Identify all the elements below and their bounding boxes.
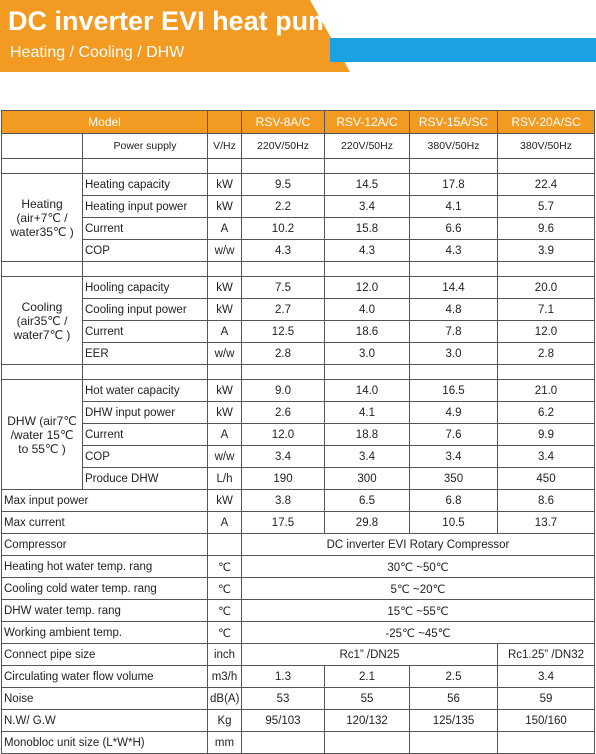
row-value: 13.7 [498, 512, 595, 534]
heating-group-label: Heating (air+7℃ / water35℃ ) [2, 174, 83, 262]
row-value: 4.1 [325, 402, 410, 424]
row-label: Heating capacity [83, 174, 208, 196]
spacer-cell [325, 365, 410, 380]
spacer-cell [410, 365, 498, 380]
row-value: 125/135 [410, 710, 498, 732]
model-name: RSV-12A/C [325, 111, 410, 134]
row-label: Max input power [2, 490, 208, 512]
row-value: 15.8 [325, 218, 410, 240]
row-value: DC inverter EVI Rotary Compressor [242, 534, 595, 556]
table-row [2, 262, 595, 277]
row-value: 16.5 [410, 380, 498, 402]
row-label: Current [83, 321, 208, 343]
row-label: COP [83, 240, 208, 262]
table-row [2, 578, 595, 600]
row-unit: ℃ [208, 622, 242, 644]
table-row [2, 534, 595, 556]
spacer-cell [83, 262, 208, 277]
row-value: 120/132 [325, 710, 410, 732]
row-unit: L/h [208, 468, 242, 490]
model-header: Model [2, 111, 208, 134]
row-label: Compressor [2, 534, 208, 556]
table-row [2, 218, 595, 240]
row-label: Connect pipe size [2, 644, 208, 666]
row-value: 9.0 [242, 380, 325, 402]
spacer-cell [83, 365, 208, 380]
row-value: 2.7 [242, 299, 325, 321]
row-value: -25℃ ~45℃ [242, 622, 595, 644]
table-row [2, 490, 595, 512]
row-value: 12.0 [498, 321, 595, 343]
row-value: 5℃ ~20℃ [242, 578, 595, 600]
row-value: 18.6 [325, 321, 410, 343]
row-label: DHW water temp. rang [2, 600, 208, 622]
row-label: Heating input power [83, 196, 208, 218]
row-label: Hot water capacity [83, 380, 208, 402]
row-value: 2.5 [410, 666, 498, 688]
row-value: 3.8 [242, 490, 325, 512]
table-row [2, 556, 595, 578]
table-row [2, 240, 595, 262]
row-value: 8.6 [498, 490, 595, 512]
cooling-group-label: Cooling (air35℃ / water7℃ ) [2, 277, 83, 365]
row-unit: w/w [208, 446, 242, 468]
row-value: 300 [325, 468, 410, 490]
row-label: Noise [2, 688, 208, 710]
row-unit: ℃ [208, 600, 242, 622]
row-value: 95/103 [242, 710, 325, 732]
row-value: 4.3 [242, 240, 325, 262]
row-value: 7.8 [410, 321, 498, 343]
spacer-cell [208, 365, 242, 380]
row-value: 20.0 [498, 277, 595, 299]
banner-blue-stripe [330, 38, 596, 62]
table-row [2, 600, 595, 622]
row-value: 22.4 [498, 174, 595, 196]
spacer-cell [410, 159, 498, 174]
table-row [2, 134, 595, 159]
row-value: 5.7 [498, 196, 595, 218]
row-value: 4.3 [410, 240, 498, 262]
spacer-cell [2, 159, 83, 174]
table-row [2, 666, 595, 688]
row-unit [208, 534, 242, 556]
row-label: Cooling input power [83, 299, 208, 321]
row-unit: V/Hz [208, 134, 242, 159]
table-row [2, 402, 595, 424]
row-value: 10.2 [242, 218, 325, 240]
row-unit: kW [208, 402, 242, 424]
row-value: 14.4 [410, 277, 498, 299]
row-value: 4.1 [410, 196, 498, 218]
row-value: 14.0 [325, 380, 410, 402]
row-value: 6.6 [410, 218, 498, 240]
table-row [2, 174, 595, 196]
table-row [2, 424, 595, 446]
row-unit: mm [208, 732, 242, 754]
row-label: N.W/ G.W [2, 710, 208, 732]
row-label: Hooling capacity [83, 277, 208, 299]
row-label: DHW input power [83, 402, 208, 424]
table-row [2, 196, 595, 218]
spacer-cell [325, 262, 410, 277]
row-value: 6.8 [410, 490, 498, 512]
table-row [2, 277, 595, 299]
row-value: 9.5 [242, 174, 325, 196]
row-label: Max current [2, 512, 208, 534]
table-row [2, 644, 595, 666]
row-value: 55 [325, 688, 410, 710]
row-value: 2.8 [242, 343, 325, 365]
table-row [2, 512, 595, 534]
page-subtitle: Heating / Cooling / DHW [10, 44, 185, 61]
row-label: Power supply [83, 134, 208, 159]
row-value [325, 732, 410, 754]
row-value: 3.9 [498, 240, 595, 262]
row-value: 3.4 [325, 196, 410, 218]
row-value: 21.0 [498, 380, 595, 402]
spacer-cell [208, 262, 242, 277]
row-value: 3.4 [410, 446, 498, 468]
row-value: Rc1” /DN25 [242, 644, 498, 666]
row-value: 14.5 [325, 174, 410, 196]
page-title: DC inverter EVI heat pump [8, 6, 349, 36]
spacer-cell [2, 365, 83, 380]
row-value: 1.3 [242, 666, 325, 688]
table-row [2, 688, 595, 710]
row-value: 59 [498, 688, 595, 710]
blank-cell [2, 134, 83, 159]
row-value: 4.3 [325, 240, 410, 262]
row-value: 3.0 [410, 343, 498, 365]
model-name: RSV-8A/C [242, 111, 325, 134]
row-value: 150/160 [498, 710, 595, 732]
row-label: EER [83, 343, 208, 365]
row-label: Cooling cold water temp. rang [2, 578, 208, 600]
table-row [2, 321, 595, 343]
row-value: 7.6 [410, 424, 498, 446]
row-unit: kW [208, 490, 242, 512]
table-row [2, 365, 595, 380]
row-value: Rc1.25” /DN32 [498, 644, 595, 666]
table-row [2, 159, 595, 174]
row-value: 15℃ ~55℃ [242, 600, 595, 622]
table-row [2, 380, 595, 402]
row-value: 12.5 [242, 321, 325, 343]
row-unit: w/w [208, 343, 242, 365]
row-value: 2.6 [242, 402, 325, 424]
table-row [2, 622, 595, 644]
row-unit: A [208, 424, 242, 446]
row-value: 3.4 [242, 446, 325, 468]
row-value: 2.8 [498, 343, 595, 365]
row-value: 220V/50Hz [242, 134, 325, 159]
table-row [2, 468, 595, 490]
row-value: 29.8 [325, 512, 410, 534]
row-unit: w/w [208, 240, 242, 262]
spacer-cell [498, 159, 595, 174]
row-value: 3.4 [325, 446, 410, 468]
spacer-cell [410, 262, 498, 277]
row-unit: kW [208, 174, 242, 196]
row-value [498, 732, 595, 754]
row-value: 190 [242, 468, 325, 490]
row-value: 380V/50Hz [498, 134, 595, 159]
row-value: 9.6 [498, 218, 595, 240]
row-unit: A [208, 321, 242, 343]
row-value: 350 [410, 468, 498, 490]
row-unit: m3/h [208, 666, 242, 688]
table-row [2, 446, 595, 468]
row-value: 6.5 [325, 490, 410, 512]
row-label: Circulating water flow volume [2, 666, 208, 688]
spacer-cell [242, 365, 325, 380]
row-value: 380V/50Hz [410, 134, 498, 159]
row-label: Current [83, 424, 208, 446]
row-value: 12.0 [242, 424, 325, 446]
spacer-cell [242, 262, 325, 277]
row-value: 30℃ ~50℃ [242, 556, 595, 578]
table-row [2, 710, 595, 732]
spec-table [1, 110, 595, 754]
row-value: 4.8 [410, 299, 498, 321]
table-row [2, 111, 595, 134]
table-row [2, 343, 595, 365]
row-value: 12.0 [325, 277, 410, 299]
row-value: 7.1 [498, 299, 595, 321]
spacer-cell [325, 159, 410, 174]
spacer-cell [498, 365, 595, 380]
row-unit: A [208, 218, 242, 240]
row-value: 9.9 [498, 424, 595, 446]
row-unit: kW [208, 299, 242, 321]
dhw-group-label: DHW (air7℃ /water 15℃ to 55℃ ) [2, 380, 83, 490]
table-row [2, 299, 595, 321]
row-value: 6.2 [498, 402, 595, 424]
row-unit: ℃ [208, 556, 242, 578]
row-unit: A [208, 512, 242, 534]
row-unit: kW [208, 277, 242, 299]
row-value: 4.9 [410, 402, 498, 424]
row-label: COP [83, 446, 208, 468]
row-value: 2.2 [242, 196, 325, 218]
row-label: Heating hot water temp. rang [2, 556, 208, 578]
row-value: 53 [242, 688, 325, 710]
row-value: 7.5 [242, 277, 325, 299]
row-value [410, 732, 498, 754]
header-banner [0, 0, 596, 72]
spec-table-body [2, 111, 595, 754]
row-label: Current [83, 218, 208, 240]
row-value: 3.0 [325, 343, 410, 365]
row-label: Working ambient temp. [2, 622, 208, 644]
row-value: 3.4 [498, 666, 595, 688]
row-value: 220V/50Hz [325, 134, 410, 159]
row-value: 4.0 [325, 299, 410, 321]
row-value: 17.5 [242, 512, 325, 534]
spacer-cell [2, 262, 83, 277]
spacer-cell [242, 159, 325, 174]
row-label: Monobloc unit size (L*W*H) [2, 732, 208, 754]
spacer-cell [498, 262, 595, 277]
row-value: 3.4 [498, 446, 595, 468]
model-name: RSV-20A/SC [498, 111, 595, 134]
row-value: 2.1 [325, 666, 410, 688]
row-unit: kW [208, 196, 242, 218]
table-row [2, 732, 595, 754]
row-value: 10.5 [410, 512, 498, 534]
spacer-cell [208, 159, 242, 174]
row-unit: dB(A) [208, 688, 242, 710]
row-value: 450 [498, 468, 595, 490]
unit-header [208, 111, 242, 134]
row-value: 17.8 [410, 174, 498, 196]
row-value: 56 [410, 688, 498, 710]
row-value: 18.8 [325, 424, 410, 446]
row-unit: kW [208, 380, 242, 402]
spacer-cell [83, 159, 208, 174]
row-unit: Kg [208, 710, 242, 732]
row-unit: inch [208, 644, 242, 666]
row-unit: ℃ [208, 578, 242, 600]
row-label: Produce DHW [83, 468, 208, 490]
row-value [242, 732, 325, 754]
model-name: RSV-15A/SC [410, 111, 498, 134]
